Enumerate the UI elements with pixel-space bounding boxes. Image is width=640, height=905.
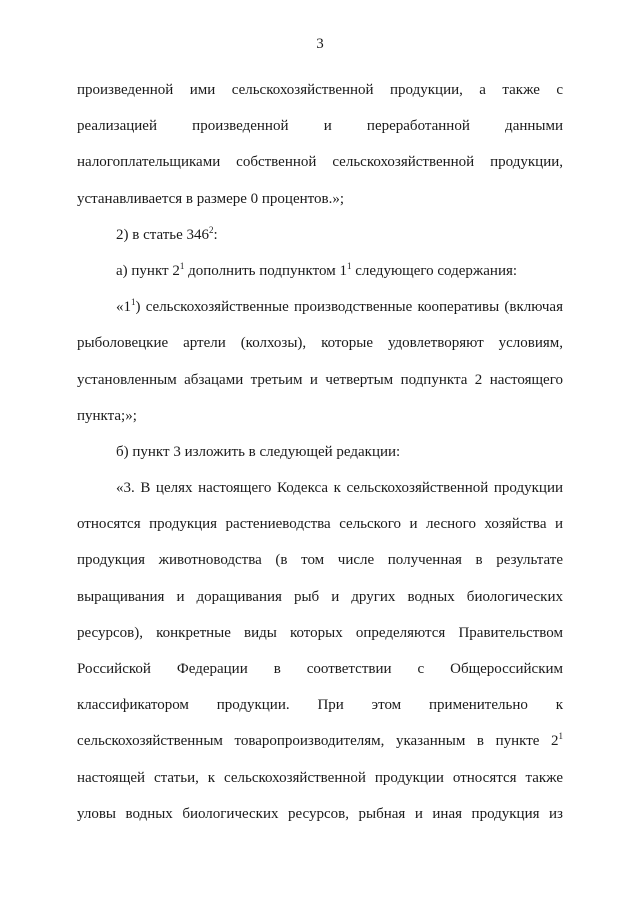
text-line	[77, 108, 563, 144]
text-span: ресурсов), конкретные виды которых определяются Правительством	[77, 624, 563, 641]
text-line	[77, 398, 563, 434]
text-line	[77, 470, 563, 506]
text-span: установленным абзацами третьим и четвертым подпункта 2 настоящего	[77, 371, 563, 388]
superscript: 1	[131, 297, 136, 308]
text-line	[77, 72, 563, 108]
text-line	[77, 579, 563, 615]
superscript: 1	[346, 260, 352, 271]
text-line	[77, 796, 563, 832]
superscript: 1	[558, 731, 563, 742]
superscript: 1	[179, 260, 185, 271]
text-span: :	[213, 226, 218, 243]
text-line	[77, 144, 563, 180]
text-span: а) пункт 2	[116, 262, 180, 279]
text-span: продукция животноводства (в том числе полученная в результате	[77, 552, 563, 569]
text-span: Российской Федерации в соответствии с Общероссийским	[77, 661, 563, 677]
text-line	[77, 615, 563, 651]
text-span: б) пункт 3 изложить в следующей редакции:	[116, 443, 401, 460]
text-line	[77, 217, 563, 253]
text-span: «3. В целях настоящего Кодекса к сельскохозяйственной продукции	[116, 480, 563, 497]
text-span: классификатором продукции. При этом применительно к	[77, 697, 563, 714]
text-span: настоящей статьи, к сельскохозяйственной продукции относятся также	[77, 769, 563, 786]
text-span: сельскохозяйственным товаропроизводителям, указанным в пункте 2	[77, 733, 559, 750]
text-line	[77, 542, 563, 578]
text-line	[77, 181, 563, 217]
text-line	[77, 289, 563, 325]
document-body	[77, 72, 563, 832]
text-span: выращивания и доращивания рыб и других водных биологических	[77, 588, 563, 605]
text-span: уловы водных биологических ресурсов, рыбная и иная продукция из	[77, 805, 563, 822]
text-span: ) сельскохозяйственные производственные кооперативы (включая	[135, 299, 563, 316]
text-line	[77, 506, 563, 542]
text-line	[77, 723, 563, 759]
text-span: налогоплательщиками собственной сельскохозяйственной продукции,	[77, 154, 563, 171]
text-line	[77, 687, 563, 723]
text-span: произведенной ими сельскохозяйственной продукции, а также с	[77, 82, 563, 98]
text-span: рыболовецкие артели (колхозы), которые удовлетворяют условиям,	[77, 335, 563, 352]
text-span: реализацией произведенной и переработанной данными	[77, 118, 563, 135]
text-span: устанавливается в размере 0 процентов.»;	[77, 190, 344, 207]
text-span: «1	[116, 299, 131, 316]
text-line	[77, 434, 563, 470]
text-line	[77, 253, 563, 289]
text-span: дополнить подпунктом 1	[184, 262, 347, 279]
superscript: 2	[209, 224, 214, 235]
text-line	[77, 325, 563, 361]
text-span: относятся продукция растениеводства сельского и лесного хозяйства и	[77, 516, 563, 533]
page-number: 3	[316, 36, 324, 52]
text-line	[77, 651, 563, 687]
text-span: 2) в статье 346	[116, 226, 210, 243]
text-span: следующего содержания:	[351, 262, 518, 279]
text-line	[77, 760, 563, 796]
text-line	[77, 362, 563, 398]
text-span: пункта;»;	[77, 407, 137, 424]
